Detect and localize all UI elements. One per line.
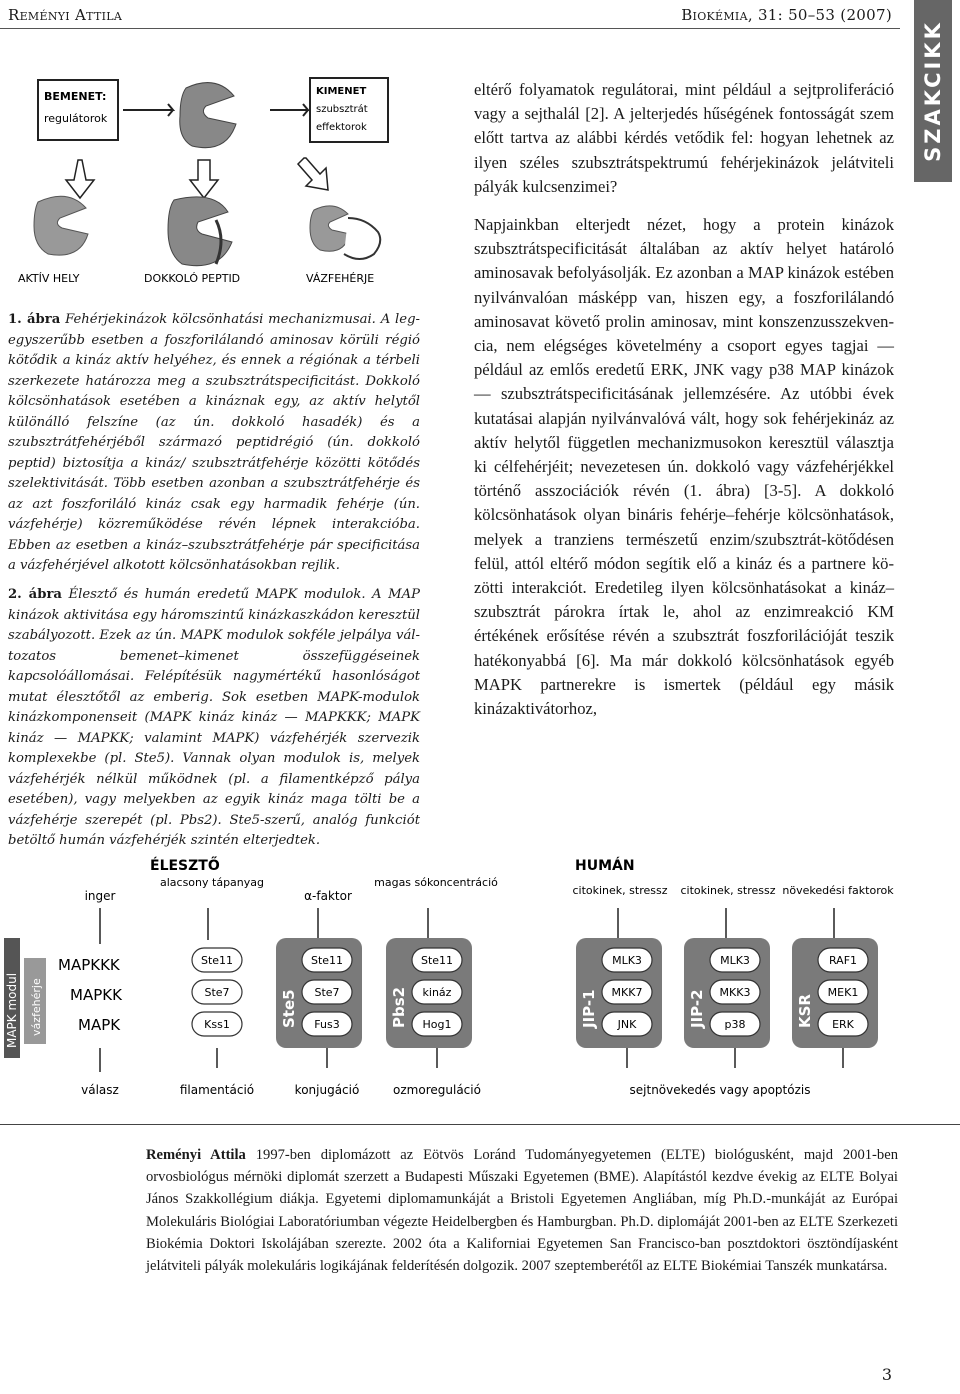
human-module-0 bbox=[576, 908, 662, 1068]
figure-2-diagram bbox=[0, 848, 900, 1108]
human-scaffold-label-0: JIP-1 bbox=[580, 989, 598, 1028]
label-docking-peptide: DOKKOLÓ PEPTID bbox=[144, 272, 241, 285]
human-title: HUMÁN bbox=[575, 858, 635, 874]
figure-2-caption-text: Élesztő és humán eredetű MAPK modulok. A MAP kinázok aktivitása egy háromszintű kinázkaszkádon keresztül szabályozott. Ezek az ún. MAPK modulok sokféle jelpálya változatos bemenet–kimenet összefüggéseinek kapcsolóállomásai. Felépítésük nagymértékű hasonlóságot mutat élesztőtől az emberig. Sok esetben MAPK-modulok kinázkomponenseit (MAPK kináz kináz — MAPKKK; MAPK kináz — MAPKK; valamint MAPK) vázfehérjék szervezik komplexekbe (pl. Ste5). Vannak olyan modulok is, melyek vázfehérjék nélkül működnek (pl. a filamentképző pálya esetében), vagy melyekben az egyik kináz maga tölti be a vázfehérje szerepét (pl. Pbs2). Ste5-szerű, analóg funkciót betöltő humán vázfehérjék szintén elterjedtek. bbox=[8, 587, 420, 848]
figure-1-caption-text: Fehérjekinázok kölcsönhatási mechanizmusai. A legegyszerűbb esetben a foszforilálandó aminosav körüli régió kötődik a kináz aktív helyéhez, és ennek a régiónak a térbeli szerkezete határozza meg a szubsztrátspecificitást. Dokkoló kölcsönhatások esetében a kináznak egy, az aktív helytől különálló felszíne (az ún. dokkoló hasadék) és a szubsztrátfehérjéből származó peptidrégió (ún. dokkoló peptid) biztosítja a kináz/ szubsztrátfehérje közötti kötődés szelektivitását. Több esetben azonban a szubsztrátfehérje és az azt foszforiláló kináz csak egy harmadik fehérje (ún. vázfehérje) közreműködése révén lépnek interakcióba. Ebben az esetben a kináz–szubsztrátfehérje pár specificitása a vázfehérjével alkotott kölcsönhatásokban rejlik. bbox=[8, 312, 420, 573]
tier-mapkkk: MAPKKK bbox=[58, 956, 120, 974]
human-kinase-label-0-2: JNK bbox=[617, 1018, 637, 1031]
paragraph-1: eltérő folyamatok regulátorai, mint például a sejtproliferáció vagy a sejthalál [2]. A jelterjedés hűségének fontosságát szem előtt tartva az alábbi kérdés vetődik fel: hogyan lehetnek az ilyen széles szubsztrátspektrumú fehérjekinázok jelátviteli pályák kulcsenzimei? bbox=[474, 80, 894, 196]
axis-module-label: MAPK modul bbox=[5, 972, 19, 1048]
author-bio bbox=[146, 1144, 898, 1277]
yeast-scaffold-label-1: Ste5 bbox=[280, 989, 298, 1028]
bio-name: Reményi Attila bbox=[146, 1147, 246, 1163]
page-number: 3 bbox=[881, 1365, 892, 1384]
svg-text:regulátorok: regulátorok bbox=[44, 112, 108, 125]
yeast-scaffold-label-2: Pbs2 bbox=[390, 986, 408, 1028]
human-kinase-label-2-0: RAF1 bbox=[828, 954, 858, 967]
figure-1-diagram bbox=[8, 70, 408, 296]
yeast-output-label-2: ozmoreguláció bbox=[393, 1083, 481, 1097]
human-input-2: növekedési faktorok bbox=[782, 884, 894, 897]
left-axis bbox=[4, 938, 46, 1058]
yeast-kinase-label-2-2: Hog1 bbox=[422, 1018, 452, 1031]
yeast-input-1: alacsony tápanyag bbox=[159, 876, 265, 889]
figure-2-caption bbox=[8, 585, 420, 852]
human-scaffold-label-2: KSR bbox=[796, 994, 814, 1028]
human-output: sejtnövekedés vagy apoptózis bbox=[629, 1083, 811, 1097]
label-active-site: AKTÍV HELY bbox=[18, 272, 80, 285]
human-input-0: citokinek, stressz bbox=[572, 884, 668, 897]
bio-text: 1997-ben diplomázott az Eötvös Loránd Tudományegyetemen (ELTE) biológusként, majd 2001-ben orvosbiológus mérnöki diplomát szerzett a Budapesti Műszaki Egyetemen (BME). Alapítástól kezdve évekig az ELTE Bolyai János Szakkollégium diákja. Egyetemi diplomamunkáját a Bristoli Egyetemen Angliában, míg Ph.D.-munkáját az Európai Molekuláris Biológiai Laboratóriumban végezte Heidelbergben és Hamburgban. Ph.D. diplomáját 2001-ben az ELTE Szerkezeti Biokémia Doktori Iskolájában szerezte. 2002 óta a Kaliforniai Egyetemen San Francisco-ban posztdoktori ösztöndíjasként jelátviteli pályák molekuláris logikájának felderítésén dolgozik. 2007 szeptemberétől az ELTE Biokémiai Tanszék munkatársa. bbox=[146, 1147, 898, 1275]
input-box bbox=[38, 80, 118, 140]
yeast-kinase-label-1-2: Fus3 bbox=[314, 1018, 340, 1031]
response-label: válasz bbox=[81, 1083, 119, 1097]
human-module-1 bbox=[684, 908, 770, 1068]
yeast-module-1 bbox=[276, 908, 362, 1097]
main-text-column bbox=[474, 78, 894, 735]
docking-shape bbox=[168, 197, 232, 266]
kinase-shape-top bbox=[180, 83, 236, 148]
label-scaffold: VÁZFEHÉRJE bbox=[306, 272, 375, 285]
yeast-kinase-label-0-2: Kss1 bbox=[204, 1018, 230, 1031]
down-arrows bbox=[66, 158, 328, 198]
yeast-module-2 bbox=[386, 908, 481, 1097]
human-kinase-label-2-1: MEK1 bbox=[827, 986, 859, 999]
yeast-input-3: magas sókoncentráció bbox=[374, 876, 498, 889]
bio-rule bbox=[0, 1124, 960, 1125]
running-header-journal: Biokémia, 31: 50–53 (2007) bbox=[681, 6, 892, 24]
arrow-right bbox=[123, 104, 173, 116]
yeast-output-label-0: filamentáció bbox=[179, 1083, 255, 1097]
human-scaffold-label-1: JIP-2 bbox=[688, 989, 706, 1028]
yeast-module-0 bbox=[180, 908, 254, 1097]
paragraph-2: Napjainkban elterjedt nézet, hogy a protein kinázok szubsztrátspecificitását általában az aktív helyet határoló aminosavak befolyásolják. Ez azonban a MAP kinázok estében nyilvánvalóan másképp van, hiszen egy, a foszforilálandó aminosavat követő prolin aminosav, mint konszenzusszekvencia, nem elégséges követelmény a csoport egyes tagjai — például az emlős eredetű ERK, JNK vagy p38 MAP kinázok — szubsztrátspecificitásának jellemzésére. Az utóbbi évek kutatásai alapján nyilvánvalóvá vált, hogy sok fehérjekináz az aktív helytől független mechanizmusokon keresztül választja ki célfehérjéit; nevezetesen ún. dokkoló vagy vázfehérjékkel történő asszociációk révén (1. ábra) [3-5]. A dokkoló kölcsönhatások olyan bináris fehérje–fehérje kölcsönhatások, melyek a tranziens természetű enzim/szubsztrát-kötődésen felül, attól eltérő módon segítik elő a kináz és a partnere közötti interakciót. Eredetileg ilyen kölcsönhatásokat a kináz–szubsztrát párokra írtak le, ahol az enzimreakció KM értékének erősítése révén a szubsztrát foszforilációját teszik hatékonyabbá [6]. Ma már dokkoló kölcsönhatások egyéb MAPK partnerekre is ismertek (például egy másik kinázaktivátorhoz, bbox=[474, 215, 894, 719]
human-kinase-label-1-2: p38 bbox=[724, 1018, 746, 1031]
active-site-shape bbox=[34, 196, 88, 255]
human-kinase-label-0-1: MKK7 bbox=[611, 986, 643, 999]
human-kinase-label-2-2: ERK bbox=[832, 1018, 854, 1031]
yeast-output-label-1: konjugáció bbox=[294, 1083, 360, 1097]
human-kinase-label-1-1: MKK3 bbox=[719, 986, 751, 999]
yeast-input-0: inger bbox=[84, 889, 116, 903]
human-columns bbox=[576, 908, 878, 1068]
yeast-kinase-label-0-1: Ste7 bbox=[204, 986, 230, 999]
yeast-kinase-label-2-0: Ste11 bbox=[420, 954, 454, 967]
human-kinase-label-1-0: MLK3 bbox=[720, 954, 750, 967]
section-tab-label: SZAKCIKK bbox=[921, 20, 945, 162]
yeast-columns bbox=[180, 908, 481, 1097]
figure-1-caption-title: 1. ábra bbox=[8, 312, 61, 327]
scaffold-shape bbox=[310, 206, 380, 259]
svg-text:KIMENET: KIMENET bbox=[316, 86, 367, 97]
yeast-kinase-label-2-1: kináz bbox=[422, 986, 452, 999]
yeast-title: ÉLESZTŐ bbox=[150, 858, 220, 874]
running-header-author: Reményi Attila bbox=[8, 6, 123, 24]
svg-text:BEMENET:: BEMENET: bbox=[44, 90, 107, 103]
output-box bbox=[310, 78, 388, 142]
yeast-kinase-label-1-0: Ste11 bbox=[310, 954, 344, 967]
axis-scaffold-label: vázfehérje bbox=[30, 978, 43, 1036]
header-rule bbox=[0, 28, 900, 29]
tier-mapk: MAPK bbox=[78, 1016, 121, 1034]
svg-text:effektorok: effektorok bbox=[316, 122, 367, 133]
arrow-right-2 bbox=[270, 104, 308, 116]
yeast-kinase-label-1-1: Ste7 bbox=[314, 986, 340, 999]
svg-text:szubsztrát: szubsztrát bbox=[316, 104, 368, 115]
human-kinase-label-0-0: MLK3 bbox=[612, 954, 642, 967]
human-module-2 bbox=[792, 908, 878, 1068]
yeast-kinase-label-0-0: Ste11 bbox=[200, 954, 234, 967]
human-input-1: citokinek, stressz bbox=[680, 884, 776, 897]
figure-2-caption-title: 2. ábra bbox=[8, 587, 62, 602]
tier-mapkk: MAPKK bbox=[70, 986, 122, 1004]
section-tab bbox=[914, 0, 952, 182]
figure-1-caption bbox=[8, 310, 420, 577]
yeast-input-2: α-faktor bbox=[304, 889, 352, 903]
